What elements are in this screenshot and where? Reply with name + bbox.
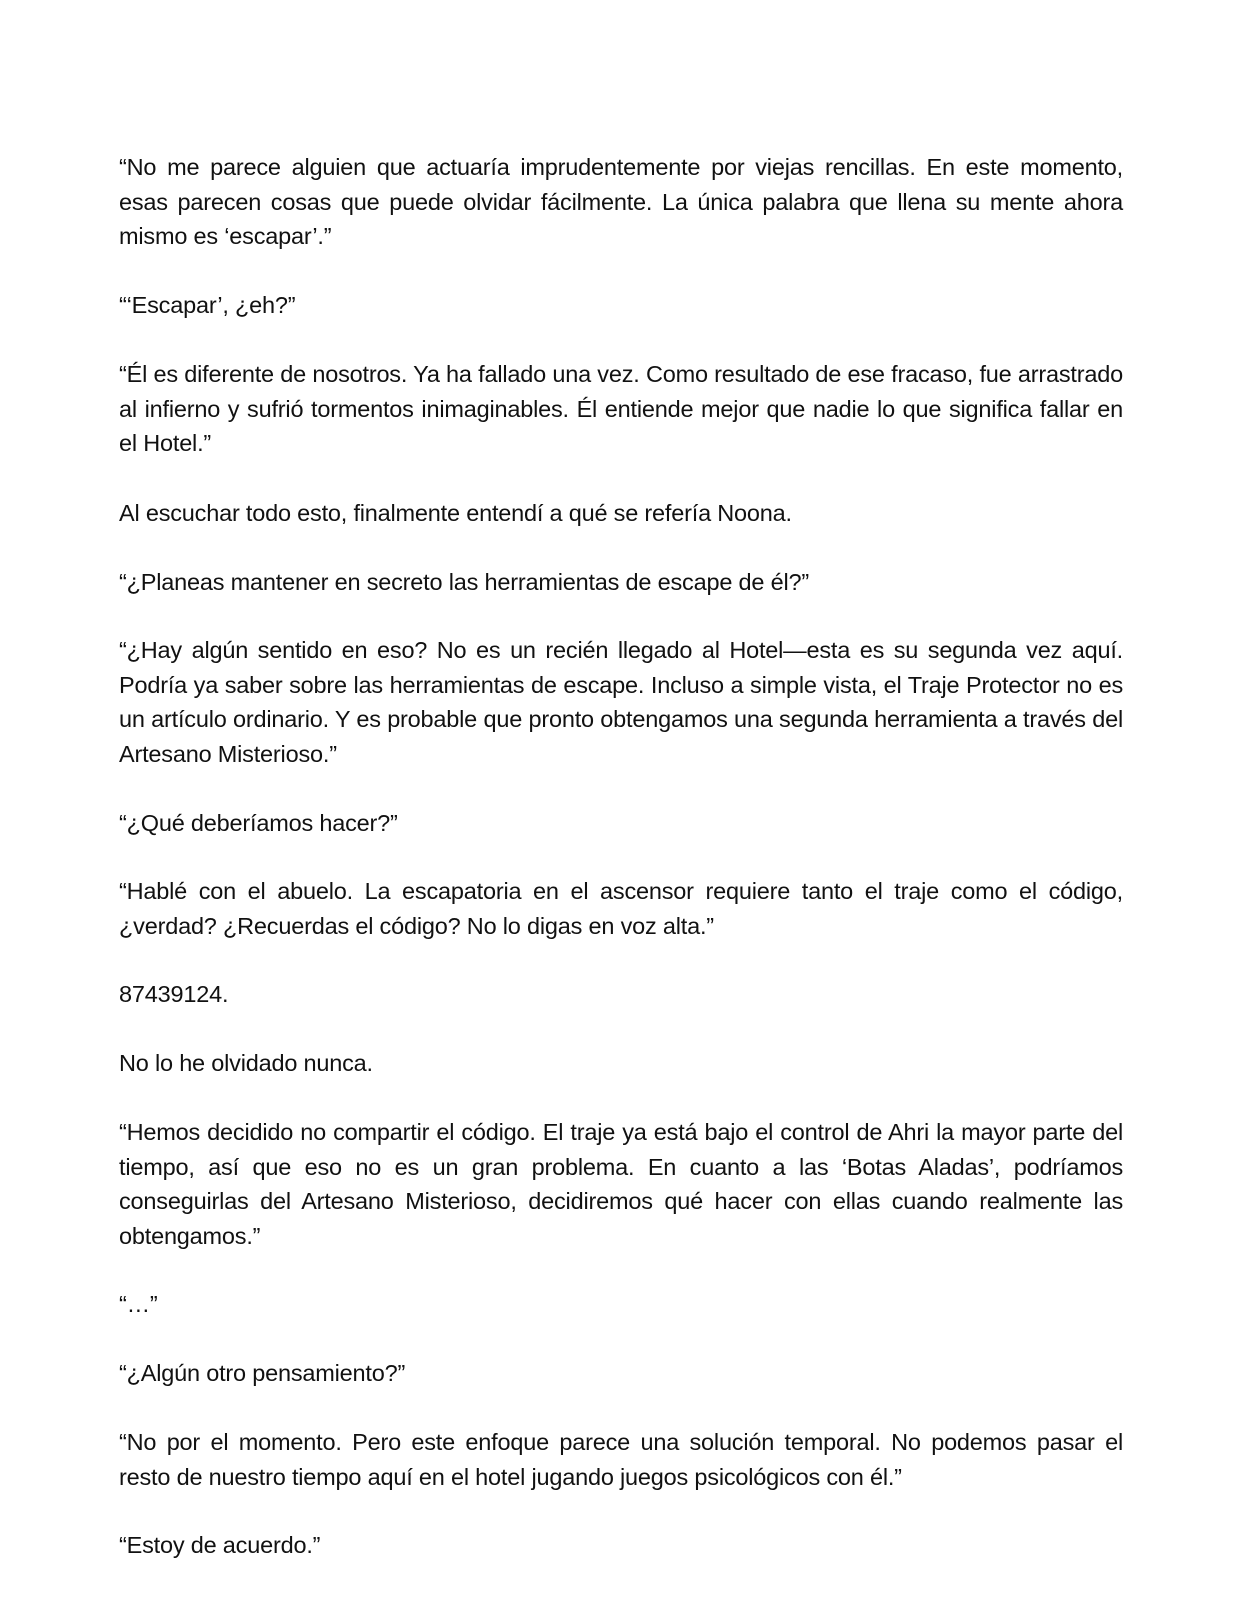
- paragraph-4: Al escuchar todo esto, finalmente entendí a qué se refería Noona.: [119, 500, 792, 526]
- paragraph-14: “No por el momento. Pero este enfoque parece una solución temporal. No podemos pasar el resto de nuestro tiempo aquí en el hotel jugando juegos psicológicos con él.”: [119, 1429, 1123, 1490]
- paragraph-3: “Él es diferente de nosotros. Ya ha fallado una vez. Como resultado de ese fracaso, fue arrastrado al infierno y sufrió tormentos inimaginables. Él entiende mejor que nadie lo que significa fallar en el Hotel.”: [119, 361, 1123, 456]
- paragraph-12: “…”: [119, 1291, 158, 1317]
- paragraph-7: “¿Qué deberíamos hacer?”: [119, 810, 398, 836]
- paragraph-15: “Estoy de acuerdo.”: [119, 1532, 321, 1558]
- paragraph-5: “¿Planeas mantener en secreto las herramientas de escape de él?”: [119, 569, 809, 595]
- paragraph-9: 87439124.: [119, 981, 229, 1007]
- paragraph-13: “¿Algún otro pensamiento?”: [119, 1360, 406, 1386]
- paragraph-10: No lo he olvidado nunca.: [119, 1050, 373, 1076]
- paragraph-2: “‘Escapar’, ¿eh?”: [119, 292, 296, 318]
- paragraph-11: “Hemos decidido no compartir el código. El traje ya está bajo el control de Ahri la mayor parte del tiempo, así que eso no es un gran problema. En cuanto a las ‘Botas Aladas’, podríamos conseguirlas del Artesano Misterioso, decidiremos qué hacer con ellas cuando realmente las obtengamos.”: [119, 1119, 1123, 1249]
- paragraph-6: “¿Hay algún sentido en eso? No es un recién llegado al Hotel—esta es su segunda vez aquí. Podría ya saber sobre las herramientas de escape. Incluso a simple vista, el Traje Protector no es un artículo ordinario. Y es probable que pronto obtengamos una segunda herramienta a través del Artesano Misterioso.”: [119, 637, 1123, 767]
- paragraph-8: “Hablé con el abuelo. La escapatoria en el ascensor requiere tanto el traje como el código, ¿verdad? ¿Recuerdas el código? No lo digas en voz alta.”: [119, 878, 1123, 939]
- paragraph-1: “No me parece alguien que actuaría imprudentemente por viejas rencillas. En este momento, esas parecen cosas que puede olvidar fácilmente. La única palabra que llena su mente ahora mismo es ‘escapar’.”: [119, 154, 1123, 249]
